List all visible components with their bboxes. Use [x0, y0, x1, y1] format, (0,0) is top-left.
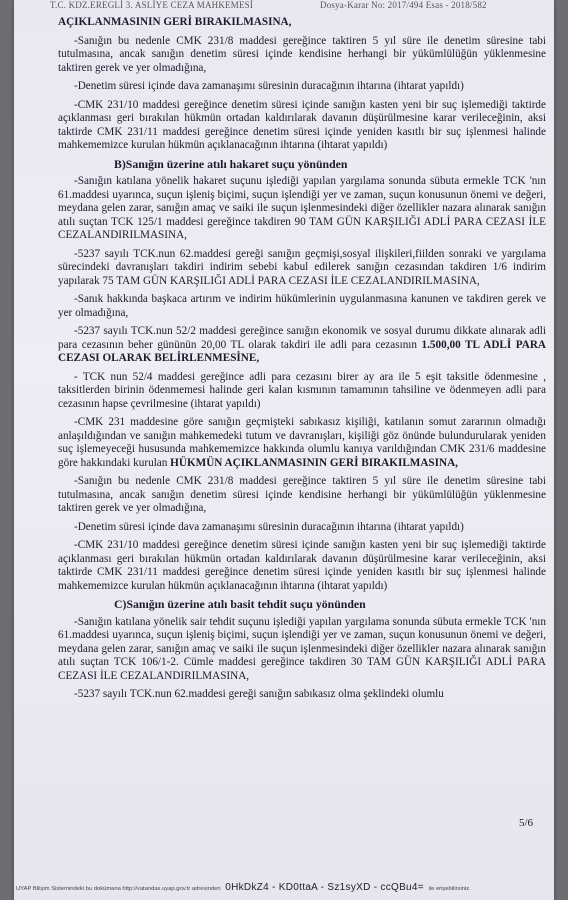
paragraph: -Sanığın katılana yönelik sair tehdit suçunu işlediği yapılan yargılama sonunda sübuta ermekle TCK 'nın 61.maddesi uyarınca, suçun işleniş biçimi, suçun işlendiği yer ve zaman, suçun konusunun önemi ve değeri, meydana gelen zarar, sanığın amaç ve saiki ile suçun işlenmesindeki diğer özellikler nazara alınarak sanığın atılı suçtan TCK 106/1-2. Cümle maddesi gereğince takdiren 30 TAM GÜN KARŞILIĞI ADLİ PARA CEZASI İLE CEZALANDIRILMASINA, [58, 615, 546, 682]
paragraph-text: -CMK 231 maddesine göre sanığın geçmişteki sabıkasız kişiliği, katılanın somut zararının olmadığı anlaşıldığından ve sanığın mahkemedeki tutum ve davranışları, kişiliği göz önünde bulundurularak yeniden suç işlemeyeceği hususunda mahkememizce hakkında olumlu kanıya varıldığından CMK 231/6 maddesine göre hakkındaki kurulan [58, 416, 546, 469]
document-page [14, 0, 554, 900]
uyap-footer [16, 882, 556, 893]
paragraph: -Sanığın katılana yönelik hakaret suçunu işlediği yapılan yargılama sonunda sübuta ermekle TCK 'nın 61.maddesi uyarınca, suçun işleniş biçimi, suçun işlendiği yer ve zaman, suçun konusunun önemi ve değeri, meydana gelen zarar, sanığın amaç ve saiki ile suçun işlenmesindeki diğer özellikler nazara alınarak sanığın atılı suçtan TCK 125/1 maddesi gereğince takdiren 90 TAM GÜN KARŞILIĞI ADLİ PARA CEZASI İLE CEZALANDIRILMASINA, [58, 175, 546, 241]
paragraph [58, 416, 546, 470]
paragraph: -CMK 231/10 maddesi gereğince denetim süresi içinde sanığın kasten yeni bir suç işlemediği taktirde açıklanması geri bırakılan hükmün ortadan kaldırılarak davanın düşürülmesine karar verileceğinin, aksi taktirde CMK 231/11 maddesi gereğince denetim süresi içinde yeniden kasıtlı bir suç işlenmesi halinde mahkememizce kurulan hükmün açıklanacağının ihtarına (ihtarat yapıldı) [58, 539, 546, 592]
verdict-emphasis: HÜKMÜN AÇIKLANMASININ GERİ BIRAKILMASINA, [170, 456, 458, 469]
paragraph-text: -5237 sayılı TCK.nun 52/2 maddesi gereğince sanığın ekonomik ve sosyal durumu dikkate alınarak adli para cezasının beher gününün 20,00 TL olarak takdiri ile adli para cezasının [58, 325, 546, 351]
paragraph: -Sanığın bu nedenle CMK 231/8 maddesi gereğince taktiren 5 yıl süre ile denetim süresine tabi tutulmasına, ancak sanığın denetim süresi içinde kendisine herhangi bir yükümlülüğün yüklenmesine taktiren gerek ve yer olmadığına, [58, 475, 546, 514]
paragraph: -Denetim süresi içinde dava zamanaşımı süresinin duracağının ihtarına (ihtarat yapıldı) [74, 520, 464, 533]
footer-suffix: ile erişebilirsiniz. [428, 886, 471, 892]
section-heading: B)Sanığın üzerine atılı hakaret suçu yönünden [114, 156, 348, 171]
verdict-emphasis: 1.500,00 TL ADLİ PARA CEZASI OLARAK BELİRLENMESİNE, [58, 338, 547, 364]
paragraph: -Denetim süresi içinde dava zamanaşımı süresinin duracağının ihtarına (ihtarat yapıldı) [74, 80, 464, 92]
case-reference: Dosya-Karar No: 2017/494 Esas - 2018/582 [320, 0, 487, 10]
document-body [58, 16, 546, 707]
verification-code: 0HkDkZ4 - KD0ttaA - Sz1syXD - ccQBu4= [225, 882, 424, 893]
paragraph: -CMK 231/10 maddesi gereğince denetim süresi içinde sanığın kasten yeni bir suç işlemediği taktirde açıklanması geri bırakılan hükmün ortadan kaldırılarak davanın düşürülmesine karar verileceğinin, aksi taktirde CMK 231/11 maddesi gereğince denetim süresi içinde yeniden kasıtlı bir suç işlenmesi halinde mahkememizce kurulan hükmün açıklanacağının ihtarına (ihtarat yapıldı) [58, 98, 546, 151]
paragraph [58, 325, 546, 366]
paragraph: - TCK nun 52/4 maddesi gereğince adli para cezasını birer ay ara ile 5 eşit taksitle ödenmesine , taksitlerden birinin ödenmemesi halinde geri kalan kısmının tamamının tahsiline ve ödenmeyen adli para cezasının hapse çevrilmesine (ihtarat yapıldı) [58, 370, 546, 410]
paragraph: -5237 sayılı TCK.nun 62.maddesi gereği sanığın geçmişi,sosyal ilişkileri,fiilden sonraki ve yargılama sürecindeki davranışları takdiri indirim sebebi kabul edilerek sanığın cezasından takdiren 1/6 indirim yapılarak 75 TAM GÜN KARŞILIĞI ADLİ PARA CEZASI İLE CEZALANDIRILMASINA, [58, 247, 546, 287]
paragraph: -5237 sayılı TCK.nun 62.maddesi gereği sanığın sabıkasız olma şeklindeki olumlu [74, 688, 444, 700]
page-number: 5/6 [519, 817, 534, 829]
paragraph: AÇIKLANMASININ GERİ BIRAKILMASINA, [58, 16, 292, 28]
footer-prefix: UYAP Bilişim Sistemindeki bu dokümana http://vatandas.uyap.gov.tr adresinden [16, 886, 221, 892]
section-heading: C)Sanığın üzerine atılı basit tehdit suçu yönünden [114, 597, 366, 611]
court-name: T.C. KDZ.EREGLİ 3. ASLİYE CEZA MAHKEMESİ [50, 0, 254, 10]
paragraph: -Sanık hakkında başkaca artırım ve indirim hükümlerinin uygulanmasına kanunen ve takdiren gerek ve yer olmadığına, [58, 293, 546, 319]
paragraph: -Sanığın bu nedenle CMK 231/8 maddesi gereğince taktiren 5 yıl süre ile denetim süresine tabi tutulmasına, ancak sanığın denetim süresi içinde kendisine herhangi bir yükümlülüğün yüklenmesine taktiren gerek ve yer olmadığına, [58, 34, 546, 74]
page-header [50, 0, 550, 10]
